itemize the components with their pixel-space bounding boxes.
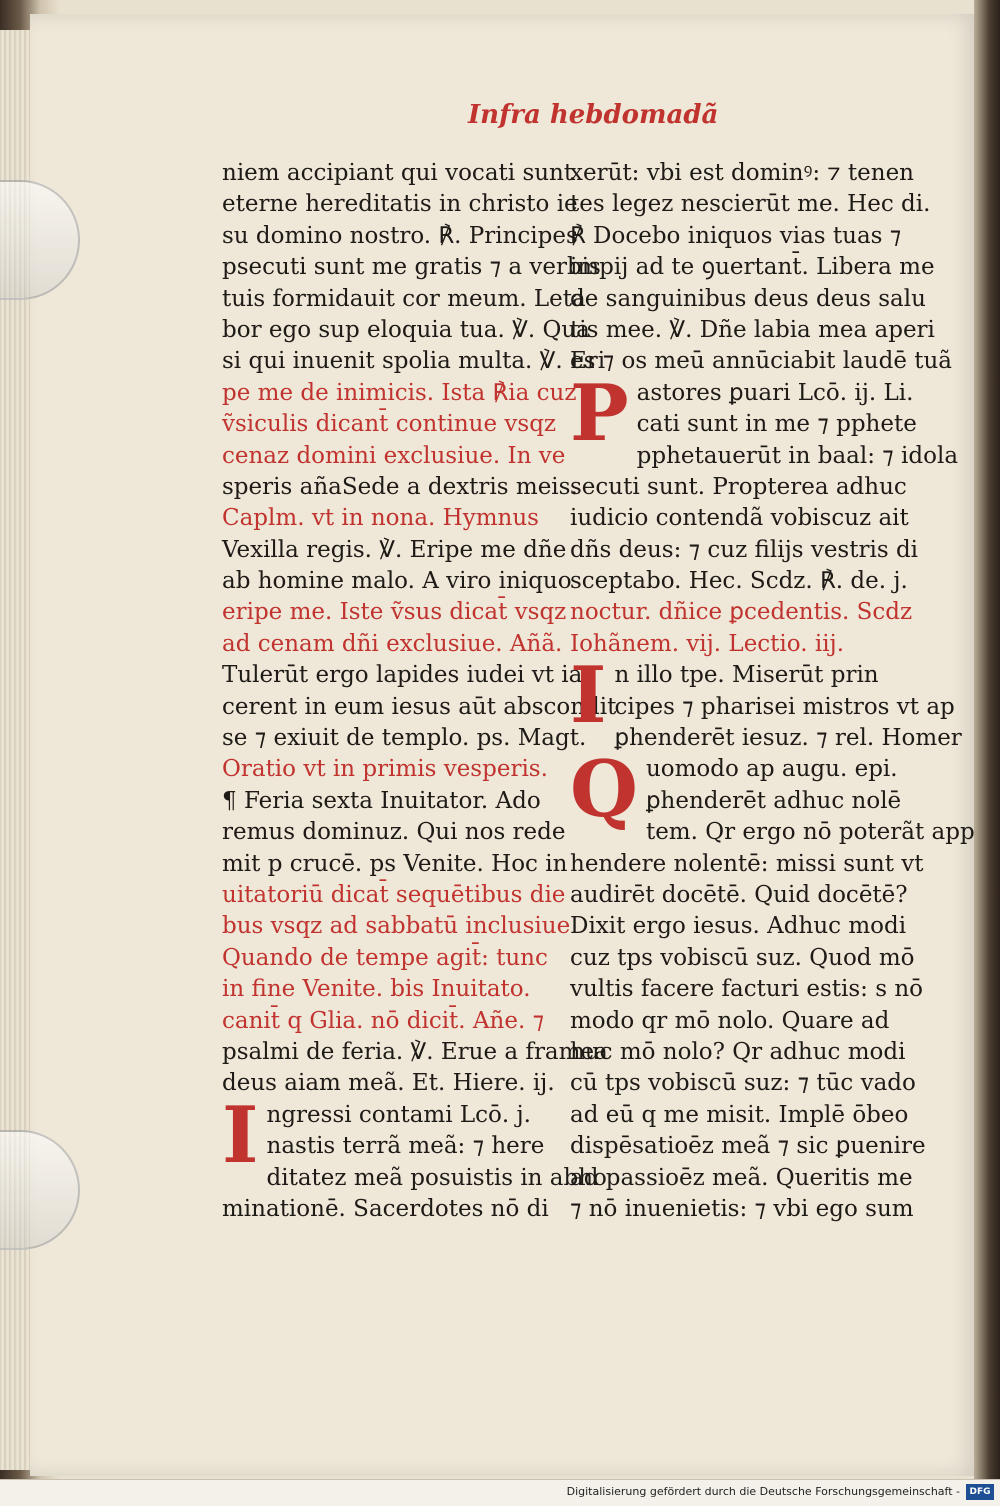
text-line-content: es ⁊ os meū annūciabit laudē tuã bbox=[570, 348, 953, 375]
drop-cap: I bbox=[222, 1089, 259, 1181]
text-line bbox=[570, 535, 919, 566]
text-line bbox=[570, 629, 908, 660]
text-line-content: mit p crucē. ps Venite. Hoc in bbox=[222, 850, 568, 877]
text-line-content: pe me de inimicis. Ista ℟ia cuz bbox=[222, 379, 577, 406]
text-line bbox=[222, 974, 552, 1005]
text-line bbox=[570, 503, 908, 534]
text-line bbox=[570, 597, 913, 628]
text-line bbox=[222, 660, 583, 691]
footer-bar bbox=[0, 1479, 1000, 1506]
text-line-content: ngressi contami Lcō. j. bbox=[266, 1101, 531, 1128]
text-line bbox=[570, 692, 955, 723]
text-line-content: eripe me. Iste ṽsus dicat̄ vsqz bbox=[222, 599, 567, 626]
text-line-content: iudicio contendã vobiscuz ait bbox=[570, 505, 909, 532]
text-line-content: ditatez meã posuistis in abho bbox=[266, 1164, 607, 1191]
text-line bbox=[222, 1037, 608, 1068]
text-line-content: Oratio vt in primis vesperis. bbox=[222, 756, 548, 783]
text-line bbox=[222, 378, 577, 409]
text-line-content: noctur. dñice ꝑcedentis. Scdz bbox=[570, 599, 913, 626]
text-line bbox=[222, 1068, 555, 1099]
text-line-content: eterne hereditatis in christo ie bbox=[222, 191, 578, 218]
text-line-content: cenaz domini exclusiue. In ve bbox=[222, 442, 566, 469]
text-line bbox=[222, 1006, 552, 1037]
text-line-content: Vexilla regis. ℣. Eripe me dñe bbox=[222, 536, 567, 563]
text-line bbox=[222, 535, 567, 566]
text-line bbox=[222, 189, 578, 220]
text-line bbox=[222, 503, 552, 534]
text-line bbox=[570, 1194, 914, 1225]
text-line bbox=[570, 1037, 908, 1068]
text-line-content: xerūt: vbi est dominꝰ: ⁊ tenen bbox=[570, 160, 914, 186]
running-head: Infra hebdomadã bbox=[468, 100, 719, 130]
text-line bbox=[222, 786, 552, 817]
text-line bbox=[222, 943, 552, 974]
text-line-content: Quando de tempe agit̄: tunc bbox=[222, 944, 548, 971]
text-line-content: tuis formidauit cor meum. Leta bbox=[222, 285, 586, 312]
text-line bbox=[222, 221, 578, 252]
text-line bbox=[222, 409, 557, 440]
text-line bbox=[222, 441, 566, 472]
text-line-content: pphetauerūt in baal: ⁊ idola bbox=[636, 442, 959, 469]
text-line-content: astores ꝑuari Lcō. ij. Li. bbox=[636, 379, 914, 406]
text-line-content: audirēt docētē. Quid docētē? bbox=[570, 881, 908, 908]
text-line bbox=[222, 629, 563, 660]
text-line bbox=[222, 754, 552, 785]
text-line-content: speris añaSede a dextris meis. bbox=[222, 473, 578, 500]
text-line-content: de sanguinibus deus deus salu bbox=[570, 285, 926, 312]
text-line-content: ad passioēz meã. Queritis me bbox=[570, 1164, 913, 1191]
text-line bbox=[222, 252, 601, 283]
text-line-content: modo qr mō nolo. Quare ad bbox=[570, 1007, 890, 1034]
text-line bbox=[570, 315, 935, 346]
dfg-logo-icon: DFG bbox=[966, 1484, 994, 1500]
text-line-content: ꝑhenderēt iesuz. ⁊ rel. Homer bbox=[614, 725, 962, 752]
text-line-content: psalmi de feria. ℣. Erue a framea bbox=[222, 1038, 608, 1065]
text-line-content: vultis facere facturi estis: s nō bbox=[570, 976, 923, 1003]
text-line bbox=[570, 1068, 916, 1099]
text-line-content: ṽsiculis dicant̄ continue vsqz bbox=[222, 411, 557, 438]
text-line-content: ℟ Docebo iniquos vias tuas ⁊ bbox=[570, 222, 902, 249]
text-line bbox=[570, 1100, 908, 1131]
text-line bbox=[570, 849, 924, 880]
text-line bbox=[570, 880, 908, 911]
text-line-content: ad eū q me misit. Implē ōbeo bbox=[570, 1101, 909, 1128]
text-line bbox=[570, 189, 931, 220]
text-line bbox=[222, 880, 566, 911]
text-line-content: cuz tps vobiscū suz. Quod mō bbox=[570, 944, 915, 971]
text-line-content: secuti sunt. Propterea adhuc bbox=[570, 473, 907, 500]
text-line bbox=[222, 158, 574, 189]
text-line-content: ab homine malo. A viro iniquo bbox=[222, 568, 572, 595]
text-line bbox=[222, 911, 571, 942]
left-text-column bbox=[222, 158, 617, 1225]
text-line bbox=[570, 911, 908, 942]
text-line-content: sceptabo. Hec. Scdz. ℟. de. j. bbox=[570, 568, 908, 595]
text-line bbox=[570, 472, 908, 503]
book-gutter bbox=[974, 0, 1000, 1480]
text-line bbox=[222, 315, 590, 346]
text-line bbox=[222, 597, 567, 628]
text-line-content: tem. Qr ergo nō poterãt app bbox=[645, 819, 975, 846]
right-text-column bbox=[570, 158, 975, 1225]
text-line-content: Dixit ergo iesus. Adhuc modi bbox=[570, 913, 907, 940]
text-line bbox=[570, 1163, 913, 1194]
text-line bbox=[222, 723, 587, 754]
text-line-content: in fine Venite. bis Inuitato. bbox=[222, 976, 531, 1003]
text-line-content: uitatoriū dicat̄ sequētibus die bbox=[222, 881, 566, 908]
text-line-content: ad cenam dñi exclusiue. Añã. bbox=[222, 630, 563, 657]
text-line bbox=[570, 1006, 908, 1037]
text-line-content: hendere nolentē: missi sunt vt bbox=[570, 850, 924, 877]
text-line-content: uomodo ap augu. epi. bbox=[645, 756, 898, 783]
text-line-content: dñs deus: ⁊ cuz filijs vestris di bbox=[570, 536, 919, 563]
text-line-content: impij ad te ꝯuertant̄. Libera me bbox=[570, 254, 935, 281]
text-line bbox=[222, 1163, 607, 1194]
text-line-content: nastis terrã meã: ⁊ here bbox=[266, 1133, 545, 1160]
text-line bbox=[570, 346, 953, 377]
text-line bbox=[222, 849, 568, 880]
text-line-content: niem accipiant qui vocati sunt bbox=[222, 160, 574, 186]
text-line-content: ⁊ nō inuenietis: ⁊ vbi ego sum bbox=[570, 1195, 914, 1222]
text-line bbox=[222, 1131, 552, 1162]
text-line bbox=[570, 221, 908, 252]
text-line-content: ¶ Feria sexta Inuitator. Ado bbox=[222, 787, 541, 814]
drop-cap: P bbox=[570, 367, 629, 459]
text-line-content: su domino nostro. ℟. Principes bbox=[222, 222, 578, 249]
text-line-content: cerent in eum iesus aūt abscondit bbox=[222, 693, 617, 720]
text-line-content: canit̄ q Glia. nō dicit̄. Añe. ⁊ bbox=[222, 1007, 545, 1034]
drop-cap: I bbox=[570, 650, 607, 742]
text-line bbox=[570, 284, 926, 315]
text-line-content: minationē. Sacerdotes nō di bbox=[222, 1195, 549, 1222]
drop-cap: Q bbox=[570, 744, 638, 836]
text-line-content: deus aiam meã. Et. Hiere. ij. bbox=[222, 1070, 555, 1097]
text-line-content: se ⁊ exiuit de templo. ps. Magt. bbox=[222, 725, 587, 752]
text-line-content: tis mee. ℣. Dñe labia mea aperi bbox=[570, 316, 935, 343]
text-line-content: cati sunt in me ⁊ pphete bbox=[636, 411, 917, 438]
text-line bbox=[570, 252, 935, 283]
text-line bbox=[570, 158, 914, 189]
footer-credit: Digitalisierung gefördert durch die Deutsche Forschungsgemeinschaft - bbox=[566, 1485, 960, 1498]
text-line-content: remus dominuz. Qui nos rede bbox=[222, 819, 566, 846]
text-line-content: tes legez nescierūt me. Hec di. bbox=[570, 191, 931, 218]
text-line-content: huc mō nolo? Qr adhuc modi bbox=[570, 1038, 906, 1065]
text-line bbox=[570, 566, 908, 597]
text-line-content: Caplm. vt in nona. Hymnus bbox=[222, 505, 539, 532]
text-line-content: psecuti sunt me gratis ⁊ a verbis bbox=[222, 254, 601, 281]
text-line-content: si qui inuenit spolia multa. ℣. Eri bbox=[222, 348, 606, 375]
text-line-content: Iohãnem. vij. Lectio. iij. bbox=[570, 630, 845, 657]
text-line-content: n illo tpe. Miserūt prin bbox=[614, 662, 879, 689]
text-line bbox=[570, 723, 962, 754]
text-line-content: bor ego sup eloquia tua. ℣. Qua bbox=[222, 316, 590, 343]
text-line bbox=[222, 817, 566, 848]
text-line-content: ꝑhenderēt adhuc nolē bbox=[645, 787, 902, 814]
text-line bbox=[222, 346, 606, 377]
text-line-content: dispēsatioēz meã ⁊ sic ꝑuenire bbox=[570, 1133, 926, 1160]
text-line bbox=[570, 1131, 926, 1162]
text-line-content: cū tps vobiscū suz: ⁊ tūc vado bbox=[570, 1070, 916, 1097]
text-line bbox=[222, 1194, 552, 1225]
text-line bbox=[222, 692, 617, 723]
text-line-content: bus vsqz ad sabbatū inclusiue bbox=[222, 913, 571, 940]
text-line-content: Tulerūt ergo lapides iudei vt ia bbox=[222, 662, 583, 689]
text-line-content: cipes ⁊ pharisei mistros vt ap bbox=[614, 693, 955, 720]
text-line bbox=[222, 566, 572, 597]
text-line bbox=[570, 974, 923, 1005]
text-line bbox=[222, 472, 578, 503]
text-line bbox=[222, 284, 586, 315]
text-line bbox=[570, 943, 915, 974]
